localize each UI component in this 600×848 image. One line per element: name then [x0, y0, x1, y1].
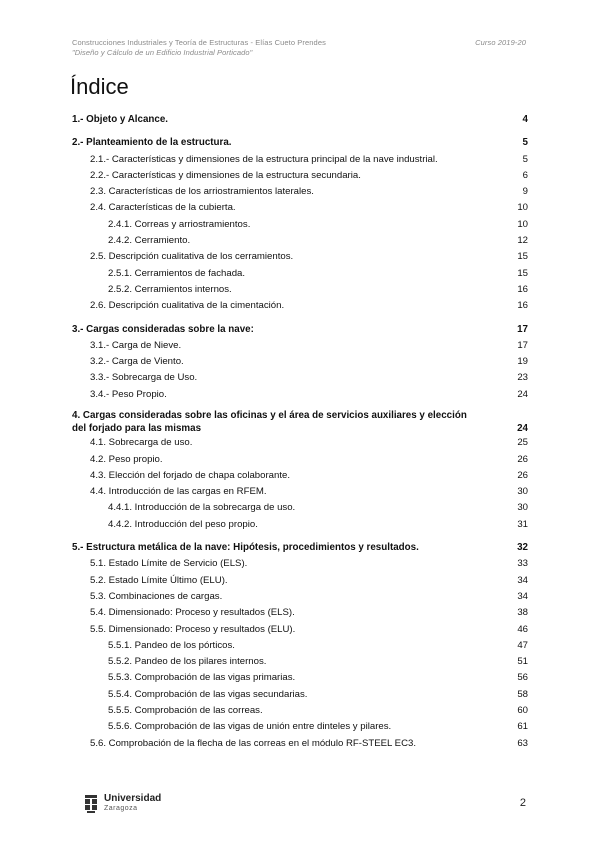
toc-entry-5-5-6[interactable]: 5.5.6. Comprobación de las vigas de unión entre dinteles y pilares. 61	[108, 721, 528, 733]
toc-entry-3-1[interactable]: 3.1.- Carga de Nieve. 17	[90, 339, 528, 351]
toc-entry-2-4-1[interactable]: 2.4.1. Correas y arriostramientos. 10	[108, 218, 528, 230]
toc-entry-5-5-2[interactable]: 5.5.2. Pandeo de los pilares internos. 51	[108, 656, 528, 668]
toc-entry-5-2[interactable]: 5.2. Estado Límite Último (ELU). 34	[90, 574, 528, 586]
toc-entry-3-2[interactable]: 3.2.- Carga de Viento. 19	[90, 356, 528, 368]
logo-city: Zaragoza	[104, 805, 138, 812]
toc-entry-2-1[interactable]: 2.1.- Características y dimensiones de la estructura principal de la nave industrial. 5	[90, 153, 528, 165]
toc-entry-5-5-5[interactable]: 5.5.5. Comprobación de las correas. 60	[108, 704, 528, 716]
toc-entry-2-4-2[interactable]: 2.4.2. Cerramiento. 12	[108, 235, 528, 247]
toc-entry-4-2[interactable]: 4.2. Peso propio. 26	[90, 453, 528, 465]
toc-entry-1[interactable]: 1.- Objeto y Alcance. 4	[72, 114, 528, 125]
toc-entry-2[interactable]: 2.- Planteamiento de la estructura. 5	[72, 137, 528, 149]
page-title: Índice	[70, 74, 129, 99]
toc-entry-2-6[interactable]: 2.6. Descripción cualitativa de la cimentación. 16	[90, 300, 528, 312]
toc-entry-3-4[interactable]: 3.4.- Peso Propio. 24	[90, 388, 528, 400]
toc-entry-5[interactable]: 5.- Estructura metálica de la nave: Hipótesis, procedimientos y resultados. 32	[72, 542, 528, 554]
toc-entry-4-1[interactable]: 4.1. Sobrecarga de uso. 25	[90, 437, 528, 449]
header-course-title: Construcciones Industriales y Teoría de Estructuras - Elías Cueto Prendes	[72, 38, 326, 47]
toc-entry-5-1[interactable]: 5.1. Estado Límite de Servicio (ELS). 33	[90, 558, 528, 570]
toc-entry-2-2[interactable]: 2.2.- Características y dimensiones de la estructura secundaria. 6	[90, 169, 528, 181]
toc-entry-4-4-1[interactable]: 4.4.1. Introducción de la sobrecarga de uso. 30	[108, 502, 528, 514]
toc-entry-4-4-2[interactable]: 4.4.2. Introducción del peso propio. 31	[108, 518, 528, 530]
header-project-title: "Diseño y Cálculo de un Edificio Industrial Porticado"	[72, 48, 253, 57]
toc-entry-2-5-1[interactable]: 2.5.1. Cerramientos de fachada. 15	[108, 267, 528, 279]
page-number: 2	[519, 797, 526, 809]
toc-entry-5-5-4[interactable]: 5.5.4. Comprobación de las vigas secundarias. 58	[108, 688, 528, 700]
toc-entry-4-3[interactable]: 4.3. Elección del forjado de chapa colaborante. 26	[90, 469, 528, 481]
university-crest-icon	[84, 795, 98, 813]
toc-entry-3-3[interactable]: 3.3.- Sobrecarga de Uso. 23	[90, 372, 528, 384]
toc-entry-2-5-2[interactable]: 2.5.2. Cerramientos internos. 16	[108, 283, 528, 295]
university-logo	[84, 794, 161, 813]
toc-entry-5-5-3[interactable]: 5.5.3. Comprobación de las vigas primarias. 56	[108, 672, 528, 684]
toc-entry-5-5[interactable]: 5.5. Dimensionado: Proceso y resultados (ELU). 46	[90, 623, 528, 635]
table-of-contents	[72, 112, 528, 752]
toc-entry-5-6[interactable]: 5.6. Comprobación de la flecha de las correas en el módulo RF-STEEL EC3. 63	[90, 737, 528, 749]
toc-entry-5-3[interactable]: 5.3. Combinaciones de cargas. 34	[90, 590, 528, 602]
toc-entry-4-4[interactable]: 4.4. Introducción de las cargas en RFEM. 30	[90, 486, 528, 498]
toc-entry-5-5-1[interactable]: 5.5.1. Pandeo de los pórticos. 47	[108, 639, 528, 651]
toc-entry-5-4[interactable]: 5.4. Dimensionado: Proceso y resultados (ELS). 38	[90, 607, 528, 619]
toc-entry-2-4[interactable]: 2.4. Características de la cubierta. 10	[90, 202, 528, 214]
toc-entry-2-5[interactable]: 2.5. Descripción cualitativa de los cerramientos. 15	[90, 251, 528, 263]
header-course-year: Curso 2019-20	[475, 38, 526, 47]
toc-entry-3[interactable]: 3.- Cargas consideradas sobre la nave: 17	[72, 323, 528, 335]
logo-name: Universidad	[104, 793, 162, 804]
toc-entry-2-3[interactable]: 2.3. Características de los arriostramientos laterales. 9	[90, 186, 528, 198]
toc-entry-4[interactable]: 4. Cargas consideradas sobre las oficinas y el área de servicios auxiliares y elección del forjado para las mismas 24	[72, 410, 528, 434]
